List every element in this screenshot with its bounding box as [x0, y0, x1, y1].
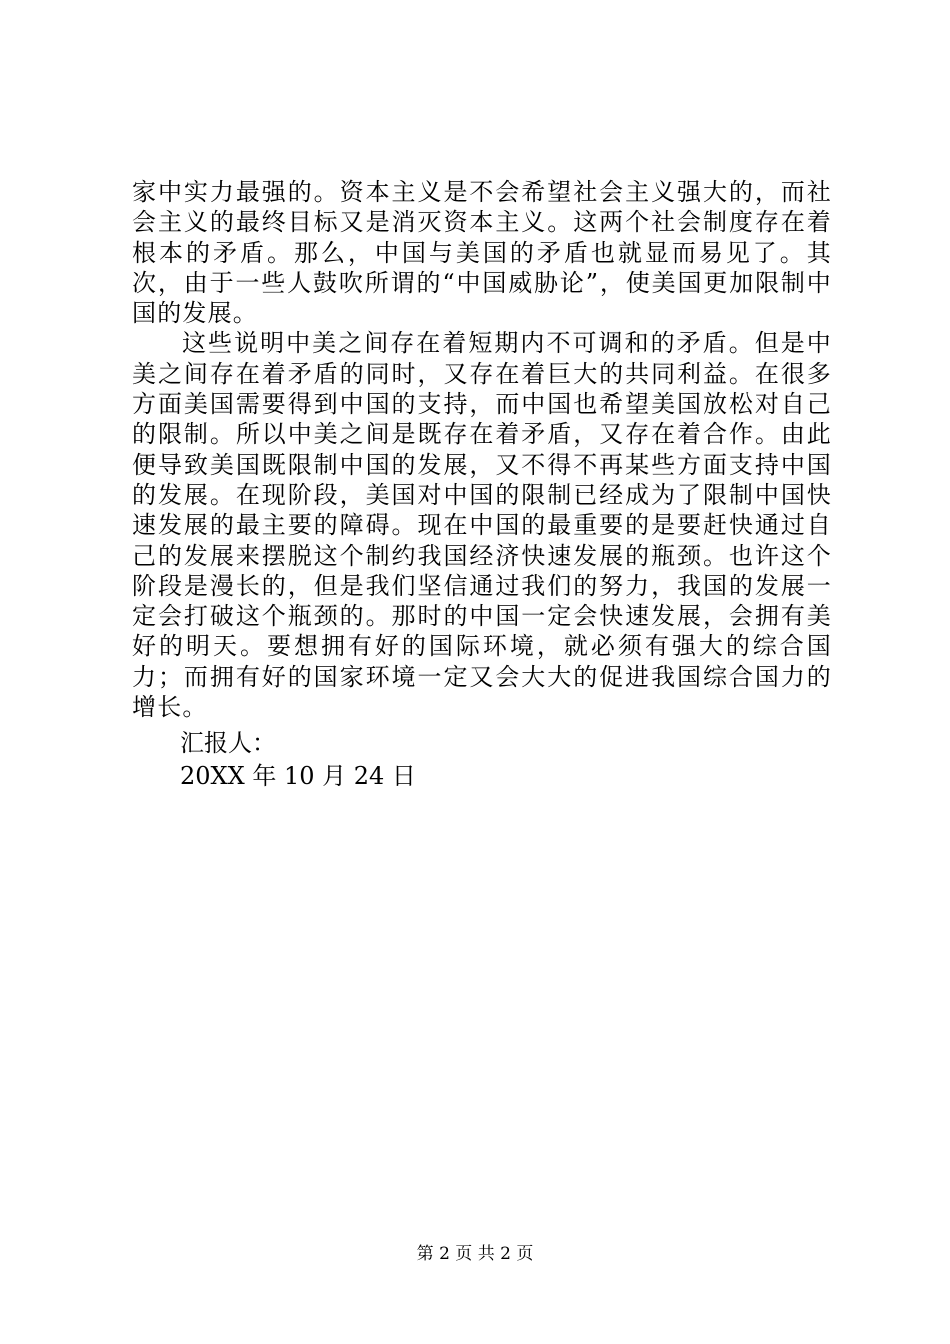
paragraph-1: 家中实力最强的。资本主义是不会希望社会主义强大的，而社会主义的最终目标又是消灭资本主义。这两个社会制度存在着根本的矛盾。那么，中国与美国的矛盾也就显而易见了。其次，由于一些人鼓吹所谓的“中国威胁论”，使美国更加限制中国的发展。 — [132, 178, 832, 328]
reporter-label: 汇报人： — [180, 729, 276, 757]
page-footer — [0, 1243, 950, 1265]
paragraph-2: 这些说明中美之间存在着短期内不可调和的矛盾。但是中美之间存在着矛盾的同时，又存在着巨大的共同利益。在很多方面美国需要得到中国的支持，而中国也希望美国放松对自己的限制。所以中美之间是既存在着矛盾，又存在着合作。由此便导致美国既限制中国的发展，又不得不再某些方面支持中国的发展。在现阶段，美国对中国的限制已经成为了限制中国快速发展的最主要的障碍。现在中国的最重要的是要赶快通过自己的发展来摆脱这个制约我国经济快速发展的瓶颈。也许这个阶段是漫长的，但是我们坚信通过我们的努力，我国的发展一定会打破这个瓶颈的。那时的中国一定会快速发展，会拥有美好的明天。要想拥有好的国际环境，就必须有强大的综合国力；而拥有好的国家环境一定又会大大的促进我国综合国力的增长。 — [132, 329, 832, 722]
page-indicator: 第 2 页 共 2 页 — [416, 1244, 534, 1264]
signature-block — [180, 727, 416, 793]
report-date: 20XX 年 10 月 24 日 — [180, 762, 416, 790]
document-body — [132, 177, 832, 722]
